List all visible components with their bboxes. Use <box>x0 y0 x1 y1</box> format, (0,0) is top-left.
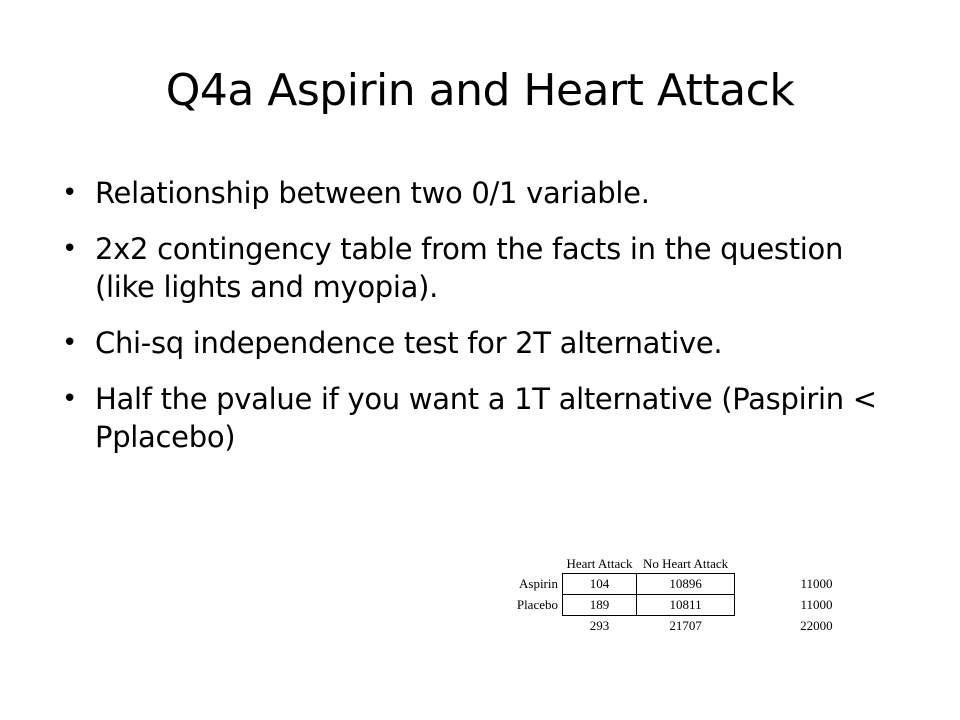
totals-label-cell <box>488 616 563 637</box>
aspirin-heart-attack-cell: 104 <box>563 574 637 595</box>
row-label-placebo: Placebo <box>516 597 558 612</box>
bullet-text: 2x2 contingency table from the facts in the question (like lights and myopia). <box>95 232 844 304</box>
bullet-text: Half the pvalue if you want a 1T alternative (Paspirin < Pplacebo) <box>95 382 877 454</box>
table-corner-cell <box>488 537 563 574</box>
aspirin-no-heart-attack-cell: 10896 <box>637 574 735 595</box>
bullet-dot-icon: • <box>62 178 78 208</box>
bullet-item <box>60 324 880 362</box>
contingency-table <box>488 537 833 636</box>
table-row <box>488 595 833 616</box>
bullet-text: Relationship between two 0/1 variable. <box>95 176 650 210</box>
bullet-text: Chi-sq independence test for 2T alternative. <box>95 326 723 360</box>
placebo-total-cell: 11000 <box>800 597 833 612</box>
bullet-dot-icon: • <box>62 384 78 414</box>
no-heart-attack-header: No Heart Attack <box>642 556 729 571</box>
heart-attack-header: Heart Attack <box>566 556 633 571</box>
placebo-no-heart-attack-cell: 10811 <box>637 595 735 616</box>
bullet-item <box>60 380 880 456</box>
bullet-dot-icon: • <box>62 234 78 264</box>
grand-total-cell: 22000 <box>800 617 833 633</box>
total-header-cell <box>735 537 833 574</box>
aspirin-total-cell: 11000 <box>800 576 833 591</box>
bullet-list <box>60 174 880 474</box>
placebo-heart-attack-cell: 189 <box>563 595 637 616</box>
table-header-row <box>488 537 833 574</box>
bullet-item <box>60 174 880 212</box>
slide-title: Q4a Aspirin and Heart Attack <box>165 65 795 116</box>
total-heart-attack-cell: 293 <box>589 618 610 633</box>
total-no-heart-attack-cell: 21707 <box>669 618 702 633</box>
bullet-item <box>60 230 880 306</box>
row-label-aspirin: Aspirin <box>519 576 558 591</box>
bullet-dot-icon: • <box>62 328 78 358</box>
table-totals-row <box>488 616 833 637</box>
table-row <box>488 574 833 595</box>
